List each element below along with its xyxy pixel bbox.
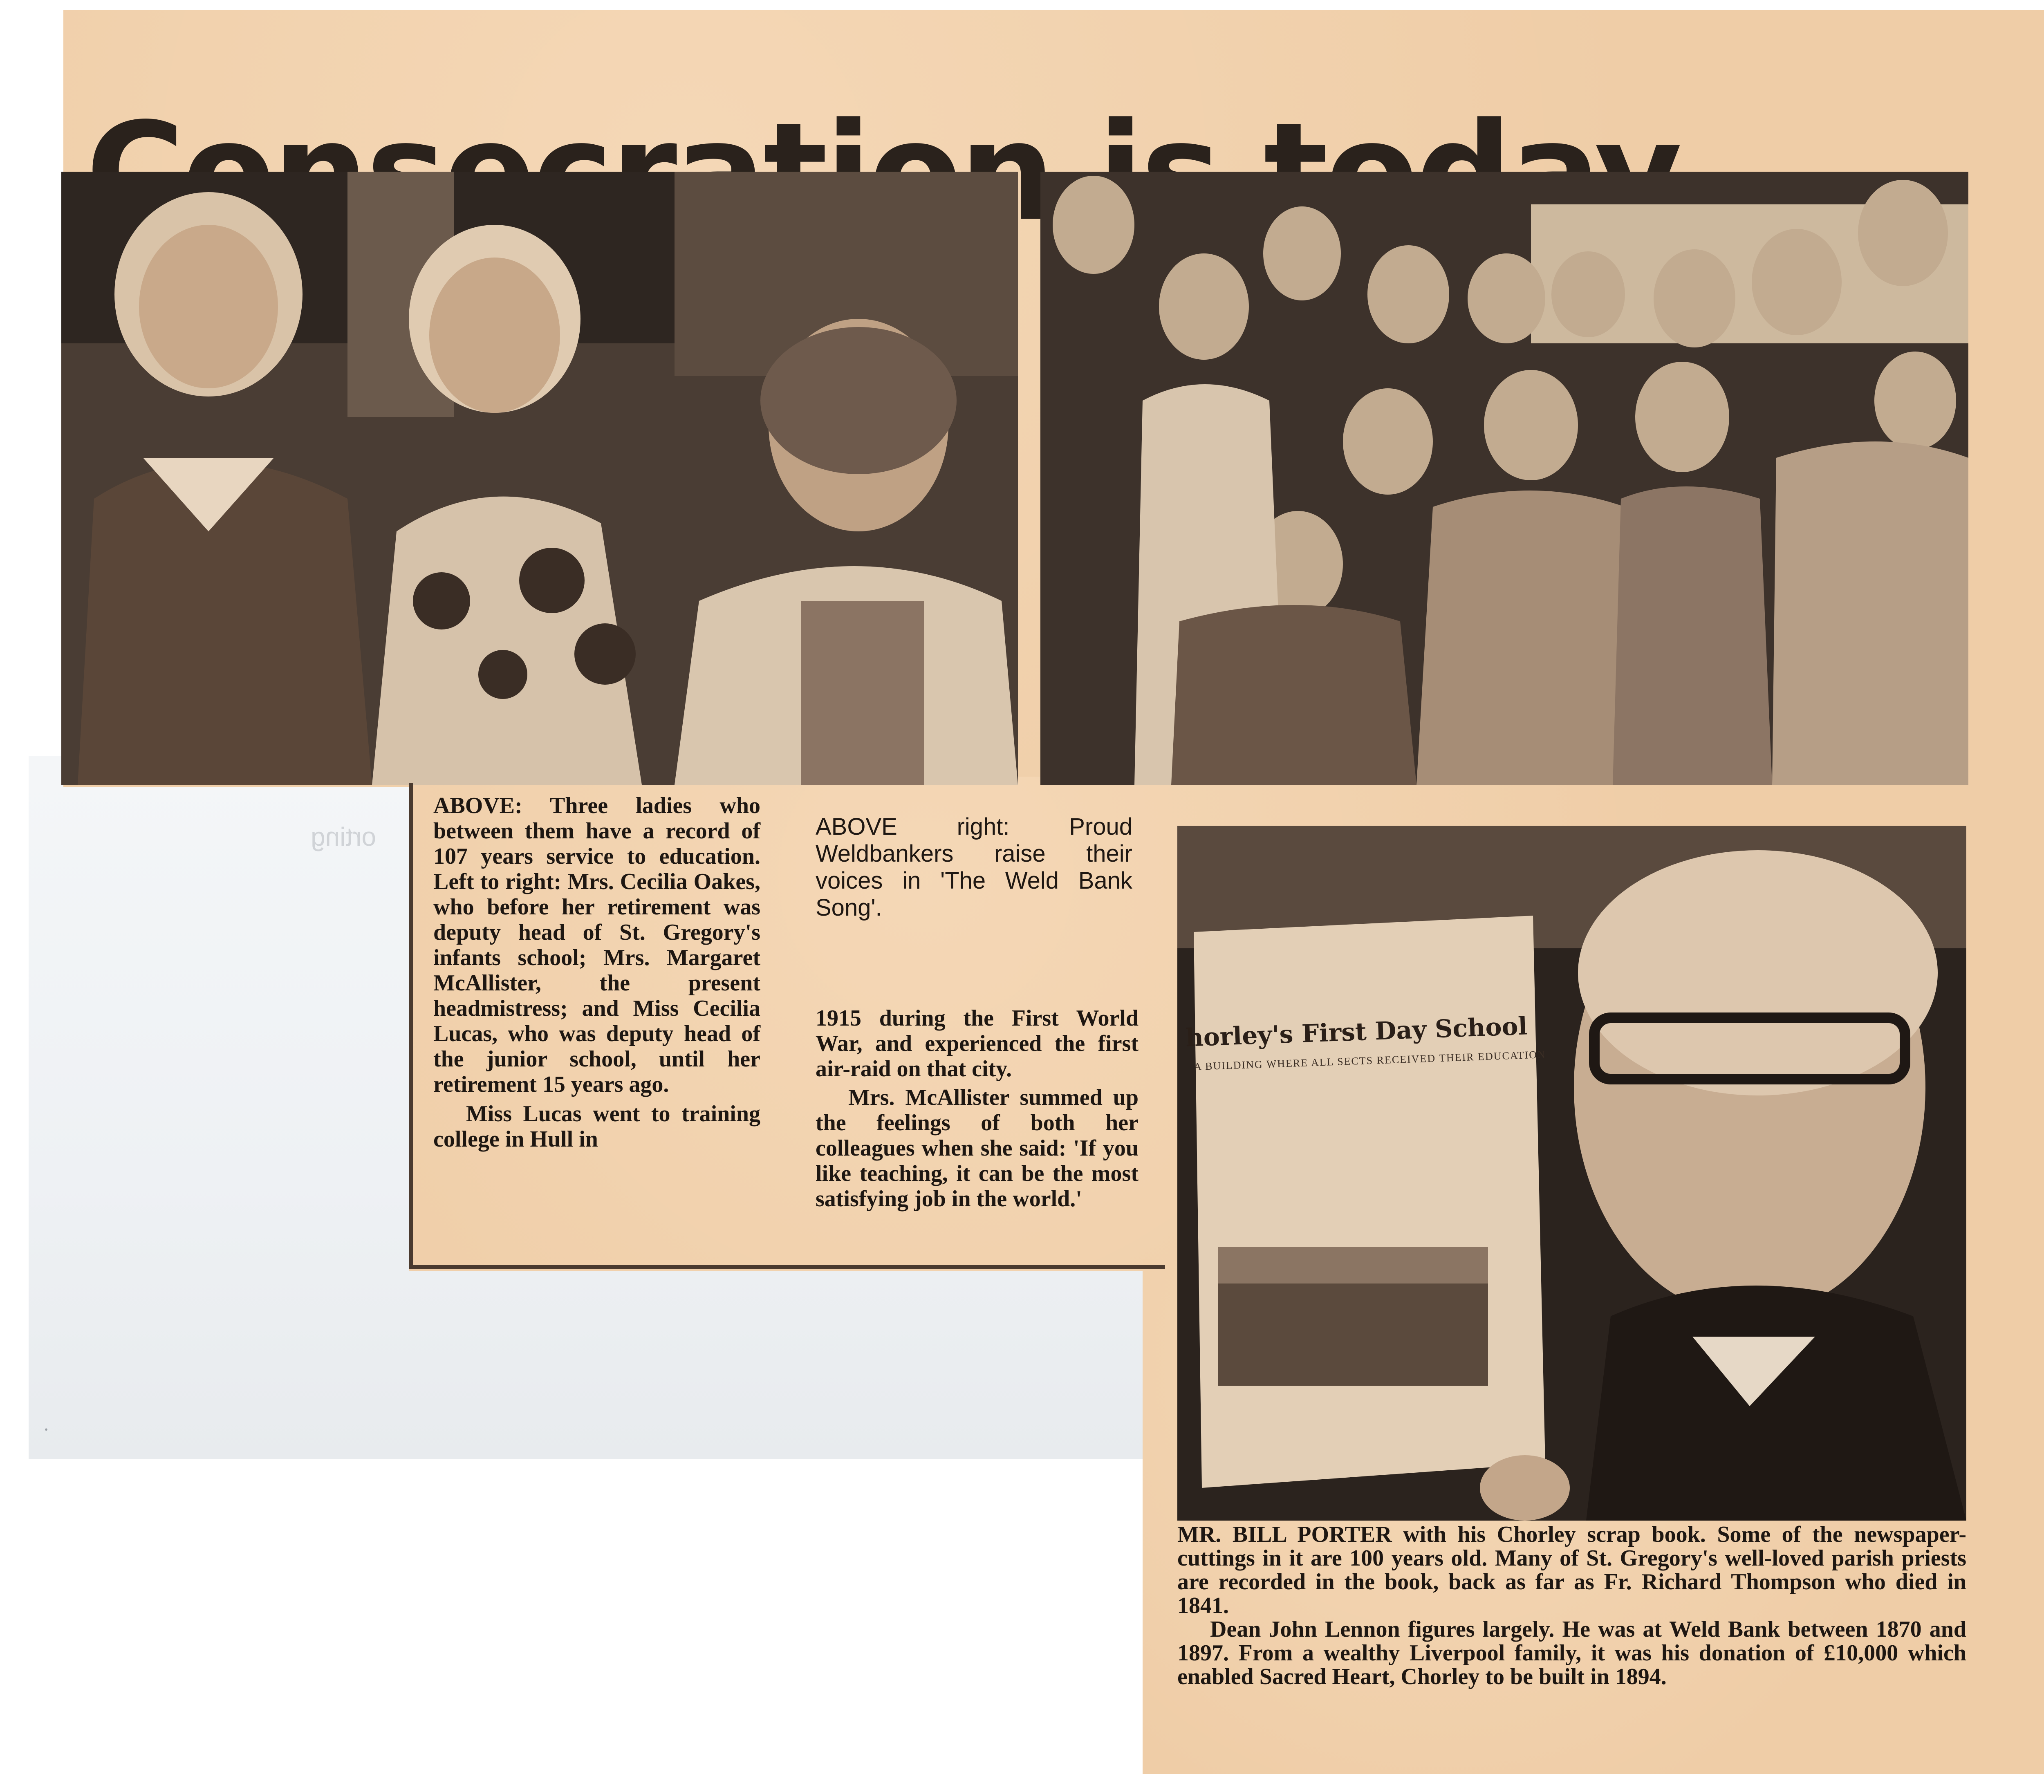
caption-continued [816,1006,1139,1215]
photo-three-ladies [61,172,1018,785]
photo-bill-porter [1177,826,1966,1521]
caption-three-ladies-p2: Miss Lucas went to training college in Hull in [433,1101,760,1152]
book-subtitle: A BUILDING WHERE ALL SECTS RECEIVED THEIR EDUCATION [1193,1048,1546,1073]
caption-bill-porter [1177,1523,1966,1689]
caption-three-ladies-p1: ABOVE: Three ladies who between them have a record of 107 years service to education. Left to right: Mrs. Cecilia Oakes, who before her retirement was deputy head of St. Gregory's infants school; Mrs. Margaret McAllister, the present headmistress; and Miss Cecilia Lucas, who was deputy head of the junior school, until her retirement 15 years ago. [433,793,760,1097]
caption-continued-p2: Mrs. McAllister summed up the feelings of both her colleagues when she said: 'If you like teaching, it can be the most satisfying job in the world.' [816,1085,1139,1212]
photo-weldbankers-singing [1040,172,1968,785]
caption-bill-porter-p2: Dean John Lennon figures largely. He was at Weld Bank between 1870 and 1897. From a wealthy Liverpool family, it was his donation of £10,000 which enabled Sacred Heart, Chorley to be built in 1894. [1177,1617,1966,1689]
book-title: horley's First Day School [1185,1012,1528,1053]
caption-three-ladies [433,793,760,1156]
caption-bill-porter-p1: MR. BILL PORTER with his Chorley scrap book. Some of the newspaper-cuttings in it are 100 years old. Many of St. Gregory's well-loved parish priests are recorded in the book, back as far as Fr. Richard Thompson who died in 1841. [1177,1522,1966,1618]
bleed-through-text: orting [311,822,377,851]
stray-mark: · [43,1419,49,1440]
caption-above-right: ABOVE right: Proud Weldbankers raise their voices in 'The Weld Bank Song'. [816,813,1132,921]
caption-continued-p1: 1915 during the First World War, and experienced the first air-raid on that city. [816,1006,1139,1082]
